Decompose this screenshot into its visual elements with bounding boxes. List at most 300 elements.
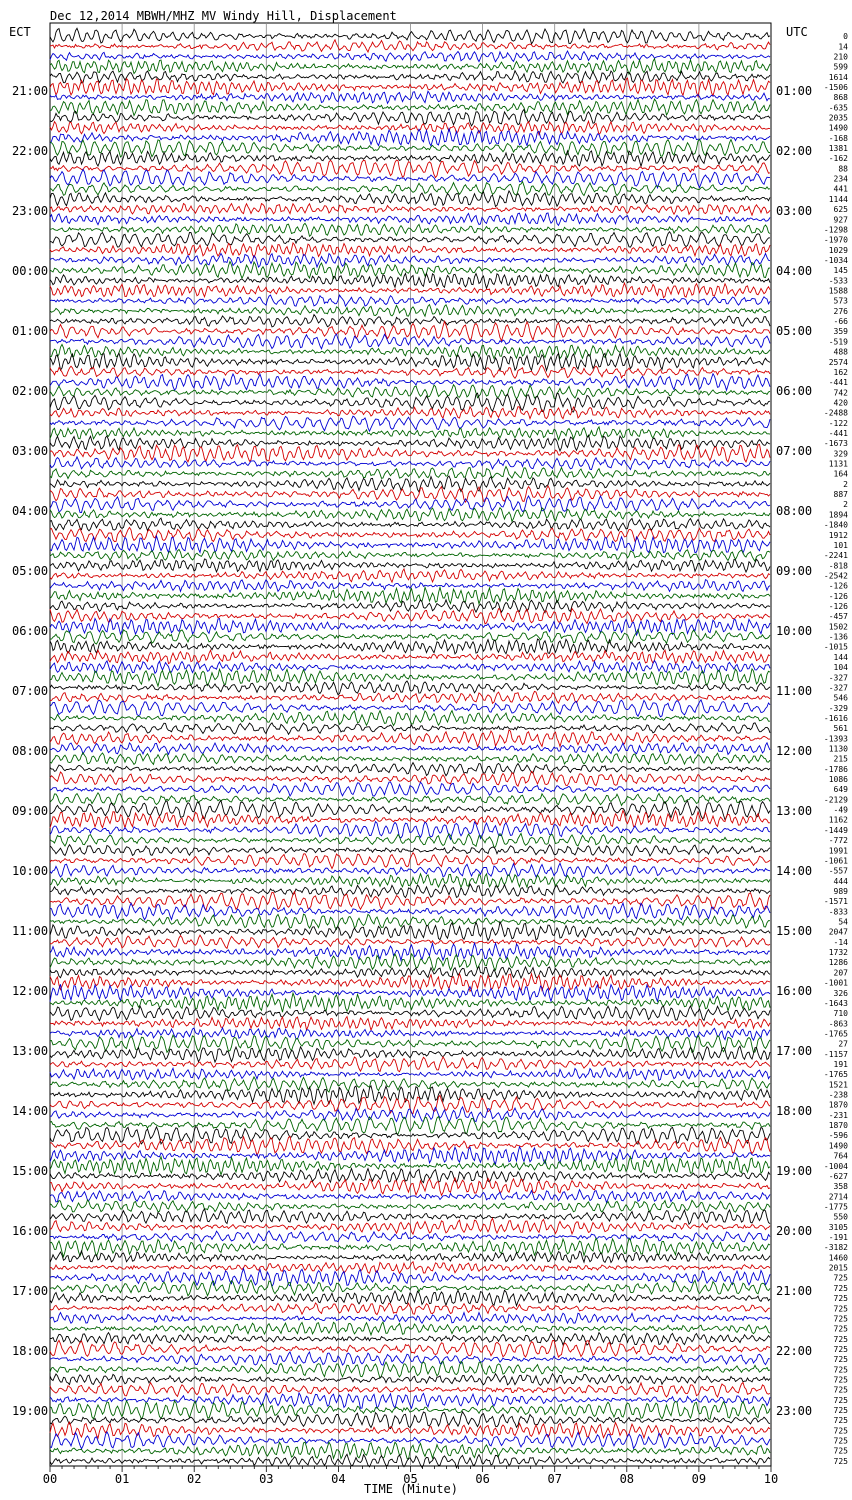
chart-title: Dec 12,2014 MBWH/MHZ MV Windy Hill, Displacement [50,9,397,23]
trace-line [50,51,770,62]
trace-line [50,182,770,196]
trace-value-label: -1298 [823,225,848,235]
trace-line [50,295,770,306]
trace-value-label: 625 [833,205,848,215]
x-tick-label: 05 [403,1472,418,1486]
trace-line [50,1262,770,1274]
trace-value-label: -49 [833,805,848,815]
trace-line [50,140,770,158]
trace-value-label: -122 [828,418,848,428]
trace-line [50,730,770,747]
trace-value-label: -1001 [823,978,848,988]
trace-value-label: -126 [828,581,848,591]
trace-value-label: 1732 [828,948,848,958]
right-axis-label: UTC [786,25,808,39]
trace-value-label: -327 [828,683,848,693]
trace-value-label: -126 [828,602,848,612]
trace-value-label: 599 [833,62,848,72]
trace-value-label: -1643 [823,998,848,1008]
trace-value-label: 164 [833,469,848,479]
trace-line [50,476,770,492]
right-time-label: 21:00 [776,1284,813,1298]
trace-value-label: 104 [833,663,848,673]
trace-line [50,1147,770,1164]
x-axis-label: TIME (Minute) [364,1482,458,1496]
trace-value-label: -14 [833,937,848,947]
trace-line [50,334,770,349]
trace-value-label: -441 [828,378,848,388]
trace-value-label: 989 [833,886,848,896]
left-time-label: 21:00 [12,84,49,98]
trace-value-label: 550 [833,1212,848,1222]
trace-line [50,922,770,941]
trace-line [50,974,770,992]
trace-line [50,723,770,735]
trace-line [50,1269,770,1287]
trace-line [50,1290,770,1306]
trace-line [50,833,770,847]
trace-value-label: -1775 [823,1202,848,1212]
trace-value-label: -635 [828,103,848,113]
trace-line [50,1178,770,1195]
left-time-label: 02:00 [12,384,49,398]
trace-value-label: -1840 [823,520,848,530]
trace-value-label: 145 [833,266,848,276]
right-time-label: 16:00 [776,984,813,998]
trace-line [50,416,770,431]
trace-line [50,1006,770,1021]
right-time-label: 02:00 [776,144,813,158]
trace-value-label: 1162 [828,815,848,825]
trace-value-label: -1970 [823,235,848,245]
trace-line [50,1238,770,1257]
right-time-label: 23:00 [776,1404,813,1418]
left-time-label: 06:00 [12,624,49,638]
trace-value-label: -162 [828,154,848,164]
trace-value-label: -168 [828,133,848,143]
trace-value-label: 725 [833,1436,848,1446]
trace-line [50,845,770,856]
trace-line [50,1137,770,1156]
trace-line [50,427,770,440]
trace-line [50,374,770,391]
x-tick-label: 10 [763,1472,779,1486]
trace-value-label: 1130 [828,744,848,754]
trace-value-label: -818 [828,561,848,571]
left-time-label: 22:00 [12,144,49,158]
trace-value-label: 234 [833,174,848,184]
trace-line [50,121,770,135]
trace-line [50,753,770,765]
x-tick-label: 01 [114,1472,130,1486]
trace-value-label: 649 [833,785,848,795]
trace-line [50,169,770,187]
trace-line [50,822,770,840]
trace-value-label: 725 [833,1324,848,1334]
trace-line [50,204,770,216]
trace-line [50,700,770,717]
trace-value-label: -1616 [823,713,848,723]
left-time-label: 13:00 [12,1044,49,1058]
trace-line [50,639,770,654]
trace-line [50,1028,770,1040]
trace-value-label: 2714 [828,1192,848,1202]
trace-value-label: 725 [833,1344,848,1354]
trace-value-label: -596 [828,1131,848,1141]
trace-value-label: -1571 [823,897,848,907]
trace-value-label: 764 [833,1151,848,1161]
trace-value-label: 725 [833,1375,848,1385]
trace-value-label: 144 [833,652,848,662]
trace-value-label: 1870 [828,1100,848,1110]
right-time-label: 04:00 [776,264,813,278]
trace-line [50,1374,770,1386]
trace-value-label: 329 [833,449,848,459]
trace-value-label: 561 [833,724,848,734]
left-time-label: 11:00 [12,924,49,938]
trace-line [50,1017,770,1031]
trace-line [50,78,770,96]
trace-value-label: 326 [833,988,848,998]
trace-value-label: 276 [833,306,848,316]
trace-line [50,763,770,776]
trace-value-label: -1673 [823,439,848,449]
trace-line [50,1442,770,1459]
trace-line [50,884,770,898]
trace-value-label: -627 [828,1171,848,1181]
trace-line [50,1313,770,1324]
trace-value-label: 725 [833,1426,848,1436]
trace-value-label: 2 [843,479,848,489]
trace-line [50,1200,770,1212]
trace-value-label: 725 [833,1314,848,1324]
right-time-label: 19:00 [776,1164,813,1178]
trace-line [50,1068,770,1080]
right-time-label: 11:00 [776,684,813,698]
trace-value-label: -1393 [823,734,848,744]
trace-line [50,254,770,268]
trace-line [50,508,770,522]
trace-line [50,223,770,236]
trace-line [50,771,770,786]
trace-value-label: 725 [833,1406,848,1416]
trace-line [50,305,770,317]
trace-line [50,650,770,664]
trace-value-label: 0 [843,32,848,42]
trace-line [50,283,770,298]
trace-value-label: 868 [833,93,848,103]
trace-line [50,385,770,399]
trace-line [50,1322,770,1335]
trace-value-label: 725 [833,1395,848,1405]
trace-line [50,863,770,877]
trace-value-label: 725 [833,1456,848,1466]
trace-value-label: -863 [828,1019,848,1029]
trace-value-label: 573 [833,296,848,306]
right-time-label: 05:00 [776,324,813,338]
trace-line [50,600,770,613]
trace-value-label: -1506 [823,82,848,92]
x-tick-label: 08 [619,1472,635,1486]
trace-line [50,1190,770,1203]
trace-value-label: 725 [833,1416,848,1426]
trace-value-label: 27 [838,1039,848,1049]
trace-value-label: 1588 [828,286,848,296]
trace-value-label: -136 [828,632,848,642]
trace-value-label: -1061 [823,856,848,866]
trace-line [50,536,770,553]
trace-value-label: 1912 [828,530,848,540]
trace-value-label: -1034 [823,255,848,265]
trace-value-label: -2542 [823,571,848,581]
trace-line [50,1086,770,1104]
left-time-label: 18:00 [12,1344,49,1358]
trace-value-label: -833 [828,907,848,917]
left-time-label: 10:00 [12,864,49,878]
right-time-label: 03:00 [776,204,813,218]
trace-value-label: 1490 [828,123,848,133]
right-time-label: 12:00 [776,744,813,758]
trace-line [50,1333,770,1345]
trace-value-label: -191 [828,1233,848,1243]
trace-line [50,59,770,75]
trace-line [50,1046,770,1062]
trace-line [50,1127,770,1145]
x-tick-label: 06 [475,1472,490,1486]
trace-value-label: 1029 [828,245,848,255]
left-time-label: 09:00 [12,804,49,818]
trace-value-label: -533 [828,276,848,286]
trace-value-label: -1786 [823,764,848,774]
trace-value-label: 441 [833,184,848,194]
left-time-label: 12:00 [12,984,49,998]
trace-line [50,1393,770,1408]
trace-line [50,1412,770,1429]
left-time-label: 07:00 [12,684,49,698]
trace-line [50,1035,770,1052]
trace-value-label: -1765 [823,1070,848,1080]
trace-value-label: 725 [833,1355,848,1365]
trace-line [50,935,770,948]
trace-value-label: 191 [833,1059,848,1069]
trace-value-label: -1157 [823,1049,848,1059]
right-time-label: 10:00 [776,624,813,638]
trace-value-label: 14 [838,42,848,52]
trace-value-label: -457 [828,612,848,622]
trace-value-label: -772 [828,836,848,846]
trace-line [50,943,770,960]
left-time-label: 03:00 [12,444,49,458]
trace-value-label: 742 [833,388,848,398]
left-time-label: 08:00 [12,744,49,758]
left-time-label: 15:00 [12,1164,49,1178]
trace-value-label: 887 [833,490,848,500]
trace-line [50,1218,770,1234]
left-time-label: 16:00 [12,1224,49,1238]
trace-value-label: -231 [828,1110,848,1120]
trace-value-label: 444 [833,876,848,886]
trace-value-label: 2 [843,500,848,510]
trace-line [50,954,770,971]
trace-value-label: 1086 [828,775,848,785]
trace-value-label: 2047 [828,927,848,937]
trace-line [50,711,770,726]
trace-value-label: 2015 [828,1263,848,1273]
trace-line [50,1303,770,1315]
trace-value-label: 725 [833,1304,848,1314]
left-time-label: 19:00 [12,1404,49,1418]
trace-line [50,457,770,470]
trace-value-label: 927 [833,215,848,225]
trace-value-label: 710 [833,1009,848,1019]
trace-line [50,892,770,911]
trace-line [50,559,770,572]
trace-line [50,518,770,531]
trace-value-label: -557 [828,866,848,876]
trace-line [50,1107,770,1122]
trace-line [50,91,770,103]
trace-value-label: 1894 [828,510,848,520]
trace-value-label: 1614 [828,72,848,82]
trace-value-label: 725 [833,1294,848,1304]
trace-line [50,782,770,796]
trace-line [50,213,770,226]
trace-line [50,587,770,604]
trace-line [50,1077,770,1092]
trace-value-label: -126 [828,591,848,601]
trace-value-label: 1144 [828,194,848,204]
x-tick-label: 03 [259,1472,274,1486]
right-time-label: 13:00 [776,804,813,818]
right-time-label: 06:00 [776,384,813,398]
trace-value-label: 1521 [828,1080,848,1090]
trace-value-label: 101 [833,540,848,550]
trace-line [50,681,770,695]
right-time-label: 17:00 [776,1044,813,1058]
trace-value-label: 1502 [828,622,848,632]
trace-value-label: -1449 [823,825,848,835]
left-time-label: 14:00 [12,1104,49,1118]
right-time-label: 08:00 [776,504,813,518]
trace-value-label: 1460 [828,1253,848,1263]
trace-value-label: 54 [838,917,848,927]
trace-line [50,467,770,479]
trace-value-label: 725 [833,1273,848,1283]
trace-value-label: 2574 [828,357,848,367]
trace-line [50,232,770,247]
trace-line [50,743,770,755]
trace-value-label: -2488 [823,408,848,418]
trace-line [50,550,770,562]
trace-line [50,661,770,674]
trace-line [50,1340,770,1357]
trace-line [50,580,770,592]
trace-line [50,191,770,207]
right-time-label: 01:00 [776,84,813,98]
left-time-label: 00:00 [12,264,49,278]
left-time-label: 01:00 [12,324,49,338]
trace-value-label: 725 [833,1365,848,1375]
trace-line [50,793,770,806]
trace-value-label: -329 [828,703,848,713]
trace-line [50,669,770,686]
trace-value-label: 725 [833,1283,848,1293]
trace-value-label: 1381 [828,144,848,154]
trace-line [50,344,770,358]
trace-value-label: 359 [833,327,848,337]
trace-value-label: 1991 [828,846,848,856]
trace-line [50,1432,770,1449]
left-axis-label: ECT [9,25,31,39]
trace-value-label: -519 [828,337,848,347]
trace-value-label: 725 [833,1446,848,1456]
right-time-label: 15:00 [776,924,813,938]
trace-value-label: -2129 [823,795,848,805]
right-time-label: 09:00 [776,564,813,578]
trace-value-label: 210 [833,52,848,62]
trace-line [50,151,770,166]
trace-line [50,569,770,582]
trace-line [50,619,770,636]
right-time-label: 14:00 [776,864,813,878]
trace-line [50,407,770,419]
trace-line [50,691,770,703]
trace-value-label: 162 [833,367,848,377]
trace-value-label: -2241 [823,551,848,561]
trace-line [50,1361,770,1378]
trace-line [50,353,770,370]
x-tick-label: 09 [691,1472,707,1486]
trace-value-label: -1004 [823,1161,848,1171]
trace-line [50,28,770,44]
right-time-label: 20:00 [776,1224,813,1238]
right-time-label: 22:00 [776,1344,813,1358]
trace-line [50,853,770,869]
trace-value-label: -1765 [823,1029,848,1039]
trace-value-label: 2035 [828,113,848,123]
left-time-label: 05:00 [12,564,49,578]
trace-value-label: 358 [833,1182,848,1192]
trace-value-label: -238 [828,1090,848,1100]
trace-value-label: -1015 [823,642,848,652]
trace-value-label: 1131 [828,459,848,469]
trace-value-label: 546 [833,693,848,703]
trace-value-label: 725 [833,1385,848,1395]
trace-line [50,444,770,462]
x-tick-label: 00 [42,1472,58,1486]
right-time-label: 18:00 [776,1104,813,1118]
trace-value-label: 207 [833,968,848,978]
trace-line [50,496,770,513]
trace-value-label: 215 [833,754,848,764]
trace-value-label: -66 [833,317,848,327]
trace-line [50,40,770,52]
trace-line [50,984,770,1001]
trace-value-label: 488 [833,347,848,357]
trace-value-label: 420 [833,398,848,408]
x-tick-label: 07 [547,1472,562,1486]
trace-value-label: 725 [833,1334,848,1344]
left-time-label: 17:00 [12,1284,49,1298]
trace-value-label: 1490 [828,1141,848,1151]
trace-line [50,99,770,115]
trace-value-label: 3105 [828,1222,848,1232]
trace-value-label: 1286 [828,958,848,968]
trace-line [50,365,770,378]
trace-value-label: -441 [828,429,848,439]
x-tick-label: 02 [186,1472,202,1486]
left-time-label: 23:00 [12,204,49,218]
